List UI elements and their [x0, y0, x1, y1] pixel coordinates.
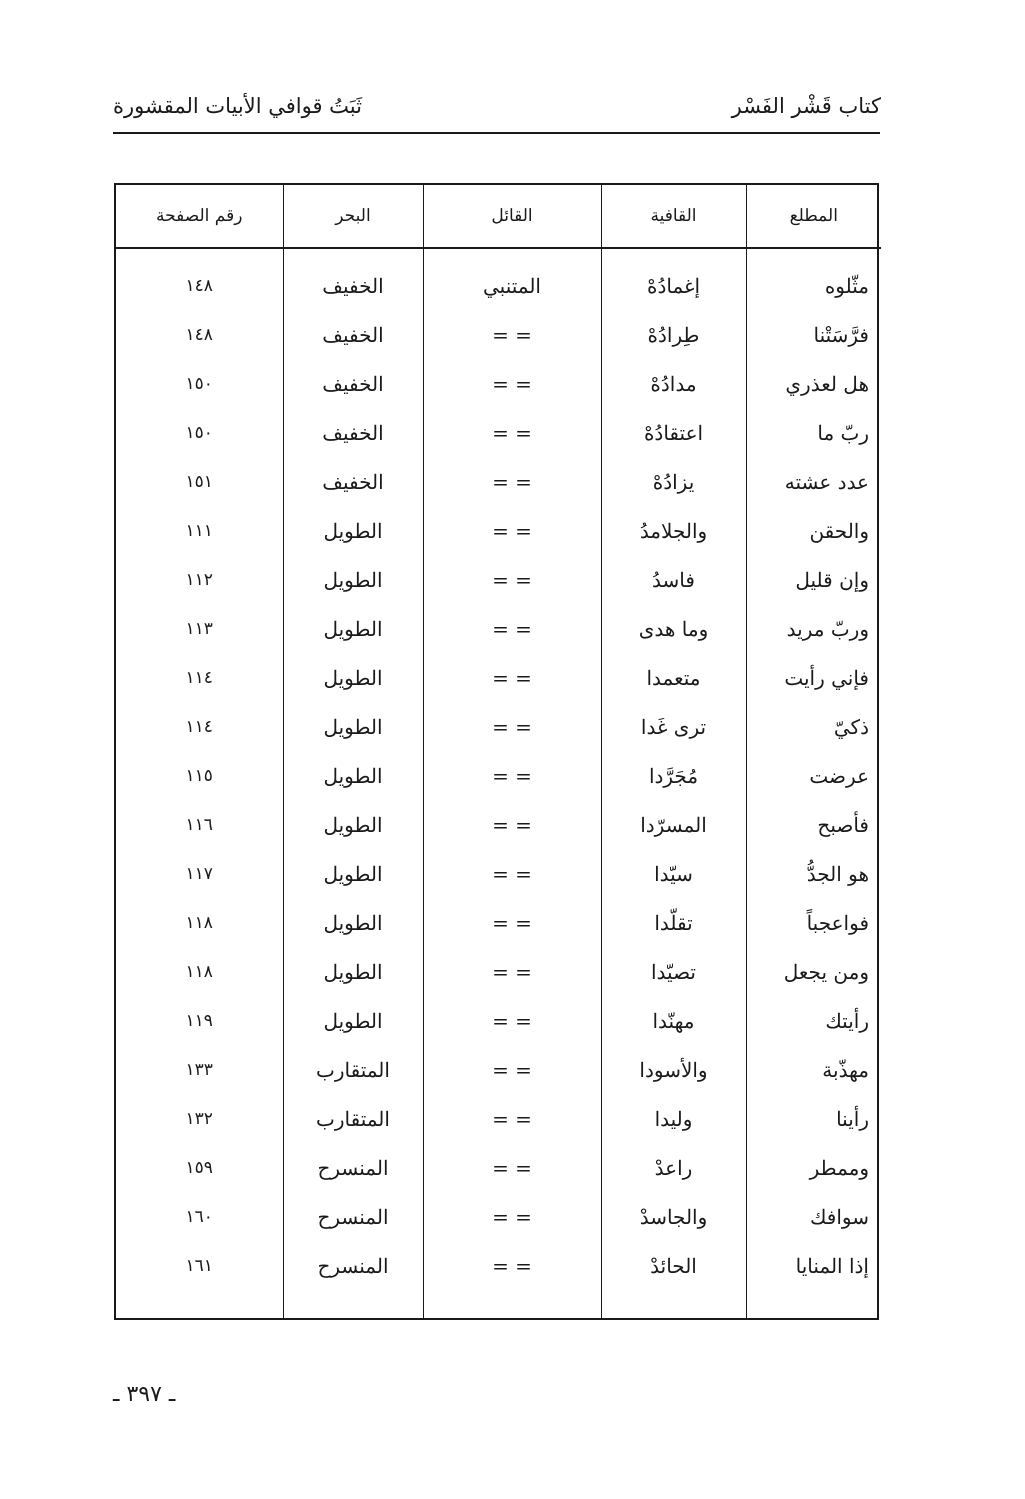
spacer-cell	[283, 248, 423, 261]
cell-bahr: الطويل	[283, 555, 423, 604]
cell-matla: ربّ ما	[746, 408, 881, 457]
cell-page-number: ١٦٠	[185, 1206, 213, 1227]
table-row	[116, 800, 881, 849]
page-header	[113, 88, 881, 128]
table-row	[116, 1192, 881, 1241]
cell-qafiya: متعمدا	[601, 653, 746, 702]
spacer-cell	[601, 248, 746, 261]
cell-page-number: ١٥٠	[185, 373, 213, 394]
cell-bahr: المتقارب	[283, 1045, 423, 1094]
cell-page-number: ١٥٠	[185, 422, 213, 443]
table-row	[116, 947, 881, 996]
cell-matla: عرضت	[746, 751, 881, 800]
cell-qail: = =	[423, 506, 601, 555]
cell-bahr: الطويل	[283, 702, 423, 751]
table-body	[116, 248, 881, 1318]
cell-qafiya: مدادُهْ	[601, 359, 746, 408]
cell-qail: = =	[423, 604, 601, 653]
spacer-cell	[116, 248, 283, 261]
cell-bahr: الخفيف	[283, 457, 423, 506]
cell-matla: فإني رأيت	[746, 653, 881, 702]
cell-qail: = =	[423, 359, 601, 408]
table-row	[116, 849, 881, 898]
cell-page-number: ١٣٢	[185, 1108, 213, 1129]
column-header-matla: المطلع	[746, 185, 881, 248]
cell-qail: = =	[423, 653, 601, 702]
table-row	[116, 359, 881, 408]
cell-qafiya: راعدْ	[601, 1143, 746, 1192]
cell-qail: = =	[423, 310, 601, 359]
table-row	[116, 506, 881, 555]
table-row	[116, 1045, 881, 1094]
filler-cell	[283, 1290, 423, 1318]
book-title: كتاب قَشْر الفَسْر	[731, 94, 881, 118]
cell-page-number: ١١٧	[185, 863, 213, 884]
cell-qafiya: اعتقادُهْ	[601, 408, 746, 457]
cell-bahr: الخفيف	[283, 408, 423, 457]
cell-matla: رأينا	[746, 1094, 881, 1143]
cell-qafiya: وما هدى	[601, 604, 746, 653]
cell-qafiya: إغمادُهْ	[601, 261, 746, 310]
cell-matla: ومن يجعل	[746, 947, 881, 996]
table-row	[116, 1094, 881, 1143]
spacer-cell	[746, 248, 881, 261]
table-row	[116, 1241, 881, 1290]
cell-page-number: ١١٩	[185, 1010, 213, 1031]
page-number: ـ ٣٩٧ ـ	[113, 1382, 176, 1407]
cell-qafiya: يزادُهْ	[601, 457, 746, 506]
cell-qafiya: مُجَرَّدا	[601, 751, 746, 800]
cell-qail: = =	[423, 1094, 601, 1143]
cell-matla: عدد عشته	[746, 457, 881, 506]
column-header-bahr: البحر	[283, 185, 423, 248]
cell-qail: = =	[423, 996, 601, 1045]
cell-bahr: الطويل	[283, 653, 423, 702]
table-row	[116, 898, 881, 947]
cell-matla: هو الجدُّ	[746, 849, 881, 898]
cell-page-number: ١١٨	[185, 961, 213, 982]
table-row	[116, 408, 881, 457]
table-row	[116, 261, 881, 310]
table-header-row	[116, 185, 881, 248]
cell-qail: = =	[423, 1241, 601, 1290]
cell-matla: مثّلوه	[746, 261, 881, 310]
filler-cell	[746, 1290, 881, 1318]
cell-page-number: ١٣٣	[185, 1059, 213, 1080]
cell-qafiya: تقلّدا	[601, 898, 746, 947]
table-row	[116, 310, 881, 359]
cell-page-number: ١١٣	[185, 618, 213, 639]
cell-qafiya: وليدا	[601, 1094, 746, 1143]
table-row	[116, 555, 881, 604]
cell-bahr: الخفيف	[283, 261, 423, 310]
cell-matla: رأيتك	[746, 996, 881, 1045]
cell-page-number: ١١٦	[185, 814, 213, 835]
cell-bahr: الطويل	[283, 506, 423, 555]
filler-cell	[116, 1290, 283, 1318]
cell-matla: والحقن	[746, 506, 881, 555]
cell-qafiya: مهنّدا	[601, 996, 746, 1045]
cell-qail: = =	[423, 1045, 601, 1094]
cell-bahr: الطويل	[283, 849, 423, 898]
cell-page-number: ١١٢	[185, 569, 213, 590]
cell-qafiya: الحائدْ	[601, 1241, 746, 1290]
cell-qafiya: تصيّدا	[601, 947, 746, 996]
cell-matla: إذا المنايا	[746, 1241, 881, 1290]
cell-bahr: المتقارب	[283, 1094, 423, 1143]
cell-matla: فواعجباً	[746, 898, 881, 947]
cell-qafiya: سيّدا	[601, 849, 746, 898]
cell-bahr: الطويل	[283, 947, 423, 996]
cell-qail: = =	[423, 1192, 601, 1241]
table-spacer-row	[116, 248, 881, 261]
cell-qail: = =	[423, 751, 601, 800]
cell-bahr: المنسرح	[283, 1241, 423, 1290]
cell-page-number: ١١٤	[185, 667, 213, 688]
cell-page-number: ١٦١	[185, 1255, 213, 1276]
table-row	[116, 653, 881, 702]
cell-page-number: ١٥٩	[185, 1157, 213, 1178]
section-title: ثَبَتُ قوافي الأبيات المقشورة	[113, 94, 362, 118]
column-header-qail: القائل	[423, 185, 601, 248]
cell-qail: = =	[423, 849, 601, 898]
column-header-qafiya: القافية	[601, 185, 746, 248]
table-row	[116, 604, 881, 653]
spacer-cell	[423, 248, 601, 261]
cell-page-number: ١١٥	[185, 765, 213, 786]
cell-qail: = =	[423, 898, 601, 947]
cell-matla: ذكيّ	[746, 702, 881, 751]
table-row	[116, 702, 881, 751]
cell-bahr: الطويل	[283, 751, 423, 800]
header-rule	[113, 132, 880, 134]
table-row	[116, 996, 881, 1045]
cell-qafiya: والجاسدْ	[601, 1192, 746, 1241]
cell-qail: المتنبي	[423, 261, 601, 310]
table-row	[116, 457, 881, 506]
cell-page-number: ١١٨	[185, 912, 213, 933]
cell-qail: = =	[423, 702, 601, 751]
table-filler-row	[116, 1290, 881, 1318]
cell-page-number: ١١٤	[185, 716, 213, 737]
filler-cell	[423, 1290, 601, 1318]
cell-page-number: ١١١	[185, 520, 213, 541]
table-row	[116, 751, 881, 800]
cell-bahr: الخفيف	[283, 359, 423, 408]
cell-page-number: ١٤٨	[185, 324, 213, 345]
cell-qafiya: ترى غَدا	[601, 702, 746, 751]
cell-qail: = =	[423, 457, 601, 506]
cell-bahr: الطويل	[283, 604, 423, 653]
cell-qafiya: طِرادُهْ	[601, 310, 746, 359]
cell-matla: سوافك	[746, 1192, 881, 1241]
cell-qail: = =	[423, 947, 601, 996]
cell-bahr: المنسرح	[283, 1192, 423, 1241]
cell-qail: = =	[423, 408, 601, 457]
cell-bahr: الطويل	[283, 996, 423, 1045]
cell-matla: وربّ مريد	[746, 604, 881, 653]
cell-page-number: ١٥١	[185, 471, 213, 492]
cell-matla: مهذّبة	[746, 1045, 881, 1094]
filler-cell	[601, 1290, 746, 1318]
cell-matla: وممطر	[746, 1143, 881, 1192]
cell-bahr: المنسرح	[283, 1143, 423, 1192]
rhymes-table	[114, 183, 879, 1320]
cell-bahr: الطويل	[283, 898, 423, 947]
cell-qafiya: فاسدُ	[601, 555, 746, 604]
cell-page-number: ١٤٨	[185, 275, 213, 296]
cell-matla: وإن قليل	[746, 555, 881, 604]
cell-qail: = =	[423, 555, 601, 604]
cell-qail: = =	[423, 1143, 601, 1192]
cell-matla: فرَّسَتْنا	[746, 310, 881, 359]
cell-bahr: الطويل	[283, 800, 423, 849]
cell-bahr: الخفيف	[283, 310, 423, 359]
cell-qafiya: المسرّدا	[601, 800, 746, 849]
cell-qail: = =	[423, 800, 601, 849]
cell-matla: فأصبح	[746, 800, 881, 849]
table-row	[116, 1143, 881, 1192]
cell-qafiya: والجلامدُ	[601, 506, 746, 555]
cell-qafiya: والأسودا	[601, 1045, 746, 1094]
cell-matla: هل لعذري	[746, 359, 881, 408]
column-header-page: رقم الصفحة	[116, 185, 283, 248]
